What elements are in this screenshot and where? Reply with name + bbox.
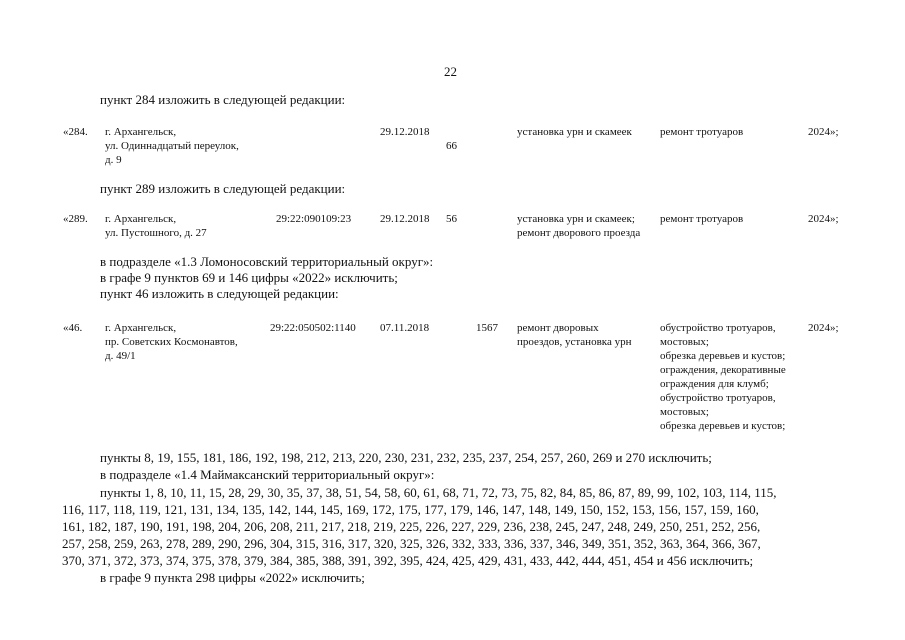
row-area: 1567 bbox=[476, 322, 498, 334]
row-works-b: ремонт тротуаров bbox=[660, 126, 744, 138]
exclusion-list-line: 370, 371, 372, 373, 374, 375, 378, 379, 384, 385, 388, 391, 392, 395, 424, 425, 429, 431, 433, 442, 444, 451, 454 и 456 исключить; bbox=[62, 553, 754, 568]
row-number: «46. bbox=[63, 322, 83, 334]
row-date: 29.12.2018 bbox=[380, 213, 430, 225]
exclusion-list-line: 116, 117, 118, 119, 121, 131, 134, 135, 142, 144, 145, 169, 172, 175, 177, 179, 146, 147, 148, 149, 150, 152, 153, 156, 157, 159, 160, bbox=[62, 502, 759, 517]
row-number: «289. bbox=[63, 213, 88, 225]
row-address: г. Архангельск, ул. Пустошного, д. 27 bbox=[105, 213, 207, 239]
instruction-text: пункт 289 изложить в следующей редакции: bbox=[100, 181, 346, 196]
row-date: 29.12.2018 bbox=[380, 126, 430, 138]
instruction-text: пункт 46 изложить в следующей редакции: bbox=[100, 286, 339, 301]
instruction-text: в графе 9 пункта 298 цифры «2022» исключить; bbox=[100, 570, 365, 585]
exclusion-list-line: пункты 1, 8, 10, 11, 15, 28, 29, 30, 35, 37, 38, 51, 54, 58, 60, 61, 68, 71, 72, 73, 75, 82, 84, 85, 86, 87, 89, 99, 102, 103, 114, 115, bbox=[100, 485, 777, 500]
instruction-text: пункт 284 изложить в следующей редакции: bbox=[100, 92, 346, 107]
row-works-a: установка урн и скамеек bbox=[517, 126, 632, 138]
row-year: 2024»; bbox=[808, 322, 839, 334]
row-number: «284. bbox=[63, 126, 88, 138]
row-works-a: установка урн и скамеек; ремонт дворового проезда bbox=[517, 213, 641, 239]
subsection-heading: в подразделе «1.4 Маймаксанский территориальный округ»: bbox=[100, 467, 435, 482]
row-year: 2024»; bbox=[808, 126, 839, 138]
row-date: 07.11.2018 bbox=[380, 322, 430, 334]
instruction-text: в графе 9 пунктов 69 и 146 цифры «2022» исключить; bbox=[100, 270, 398, 285]
row-works-b: обустройство тротуаров, мостовых; обрезка деревьев и кустов; ограждения, декоративные ограждения для клумб; обустройство тротуаров, мостовых; обрезка деревьев и кустов; bbox=[660, 322, 786, 432]
row-address: г. Архангельск, ул. Одиннадцатый переулок, д. 9 bbox=[105, 126, 239, 166]
row-area: 56 bbox=[446, 213, 457, 225]
row-address: г. Архангельск, пр. Советских Космонавтов, д. 49/1 bbox=[105, 322, 238, 362]
row-year: 2024»; bbox=[808, 213, 839, 225]
subsection-heading: в подразделе «1.3 Ломоносовский территориальный округ»: bbox=[100, 254, 434, 269]
exclusion-list-line: 257, 258, 259, 263, 278, 289, 290, 296, 304, 315, 316, 317, 320, 325, 326, 332, 333, 336, 337, 346, 349, 351, 352, 363, 364, 366, 367, bbox=[62, 536, 761, 551]
page-number: 22 bbox=[444, 64, 457, 79]
row-works-b: ремонт тротуаров bbox=[660, 213, 744, 225]
row-cadastral-number: 29:22:050502:1140 bbox=[270, 322, 356, 334]
exclusion-text: пункты 8, 19, 155, 181, 186, 192, 198, 212, 213, 220, 230, 231, 232, 235, 237, 254, 257, 260, 269 и 270 исключить; bbox=[100, 450, 712, 465]
row-area: 66 bbox=[446, 140, 457, 152]
exclusion-list-line: 161, 182, 187, 190, 191, 198, 204, 206, 208, 211, 217, 218, 219, 225, 226, 227, 229, 236, 238, 245, 247, 248, 249, 250, 251, 252, 256, bbox=[62, 519, 761, 534]
row-works-a: ремонт дворовых проездов, установка урн bbox=[517, 322, 632, 348]
row-cadastral-number: 29:22:090109:23 bbox=[276, 213, 352, 225]
